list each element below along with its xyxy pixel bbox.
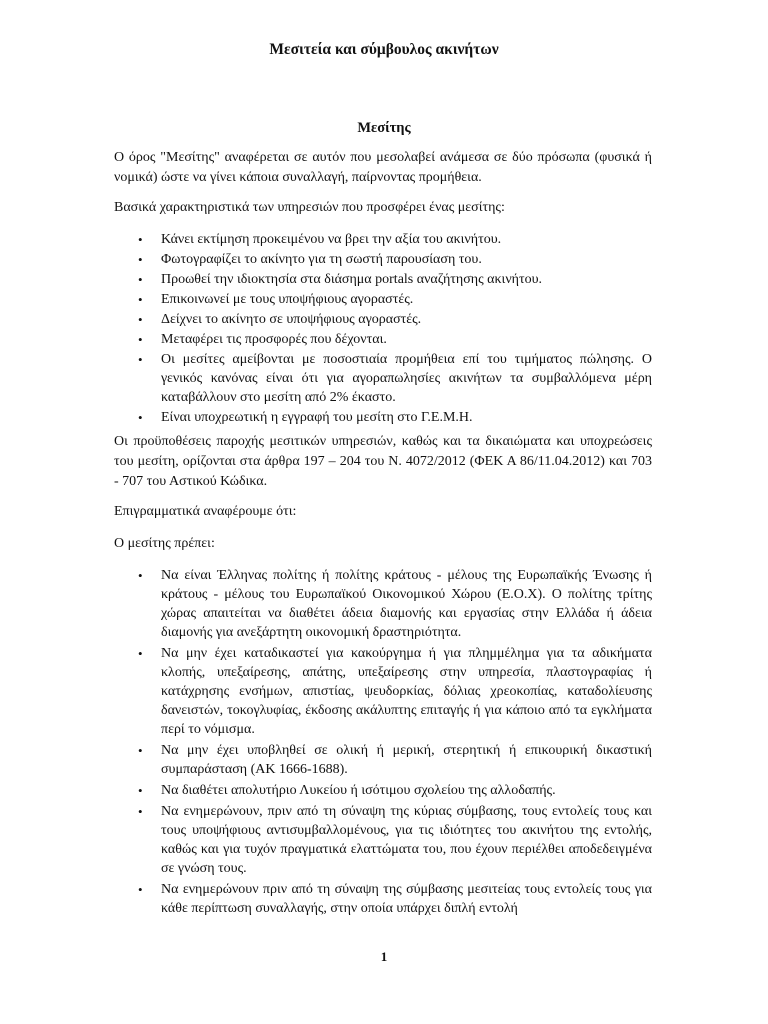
list-item: • Να ενημερώνουν, πριν από τη σύναψη της κύριας σύμβασης, τους εντολείς τους και τους υποψήφιους αντισυμβαλλομένους, για τις ιδιότητες του ακινήτου της εντολής, καθώς και για τυχόν πραγματικά ελαττώματα του, που έχουν περιέλθει αποδεδειγμένα σε γνώση τους.	[138, 804, 652, 876]
bullet-icon: •	[138, 332, 143, 347]
list-item: • Φωτογραφίζει το ακίνητο για τη σωστή παρουσίαση του.	[138, 252, 482, 267]
bullet-icon: •	[138, 568, 143, 583]
bullet-icon: •	[138, 804, 143, 819]
services-list	[114, 230, 652, 428]
document-title: Μεσιτεία και σύμβουλος ακινήτων	[269, 41, 499, 58]
bullet-icon: •	[138, 410, 143, 425]
requirements-intro-paragraph: Ο μεσίτης πρέπει:	[114, 536, 215, 551]
bullet-icon: •	[138, 352, 143, 367]
bullet-icon: •	[138, 252, 143, 267]
requirements-list	[114, 566, 652, 920]
bullet-icon: •	[138, 646, 143, 661]
bullet-icon: •	[138, 292, 143, 307]
bullet-icon: •	[138, 312, 143, 327]
list-item: • Κάνει εκτίμηση προκειμένου να βρει την αξία του ακινήτου.	[138, 232, 502, 247]
list-item: • Οι μεσίτες αμείβονται με ποσοστιαία προμήθεια επί του τιμήματος πώλησης. Ο γενικός κανόνας είναι ότι για αγοραπωλησίες ακινήτων τα συμβαλλόμενα μέρη καταβάλλουν στο μεσίτη από 2% έκαστο.	[138, 352, 652, 405]
services-intro-paragraph: Βασικά χαρακτηριστικά των υπηρεσιών που προσφέρει ένας μεσίτης:	[114, 200, 505, 215]
bullet-icon: •	[138, 272, 143, 287]
list-item: • Να μην έχει καταδικαστεί για κακούργημα ή για πλημμέλημα για τα αδικήματα κλοπής, υπεξαίρεσης, απάτης, υπεξαίρεσης στην υπηρεσία, πλαστογραφίας ή κατάχρησης ενσήμων, απιστίας, ψευδορκίας, δόλιας χρεοκοπίας, καταδολίευσης δανειστών, τοκογλυφίας, έκδοσης ακάλυπτης επιταγής ή για κάποιο από τα εγκλήματα περί το νόμισμα.	[138, 646, 652, 737]
list-item: • Δείχνει το ακίνητο σε υποψήφιους αγοραστές.	[138, 312, 422, 327]
bullet-icon: •	[138, 882, 143, 897]
list-item: • Να διαθέτει απολυτήριο Λυκείου ή ισότιμου σχολείου της αλλοδαπής.	[138, 783, 556, 798]
page-number: 1	[380, 949, 388, 964]
bullet-icon: •	[138, 232, 143, 247]
intro-paragraph: Ο όρος "Μεσίτης" αναφέρεται σε αυτόν που μεσολαβεί ανάμεσα σε δύο πρόσωπα (φυσικά ή νομικά) ώστε να γίνει κάποια συναλλαγή, παίρνοντας προμήθεια.	[114, 150, 652, 185]
list-item: • Να μην έχει υποβληθεί σε ολική ή μερική, στερητική ή επικουρική δικαστική συμπαράσταση (ΑΚ 1666-1688).	[138, 743, 652, 777]
list-item: • Να ενημερώνουν πριν από τη σύναψη της σύμβασης μεσιτείας τους εντολείς τους για κάθε περίπτωση συναλλαγής, στην οποία υπάρχει διπλή εντολή	[138, 882, 652, 916]
list-item: • Μεταφέρει τις προσφορές που δέχονται.	[138, 332, 387, 347]
bullet-icon: •	[138, 783, 143, 798]
list-item: • Προωθεί την ιδιοκτησία στα διάσημα portals αναζήτησης ακινήτου.	[138, 272, 543, 287]
list-item: • Είναι υποχρεωτική η εγγραφή του μεσίτη στο Γ.Ε.Μ.Η.	[138, 410, 473, 425]
summary-paragraph: Επιγραμματικά αναφέρουμε ότι:	[114, 504, 297, 519]
bullet-icon: •	[138, 743, 143, 758]
list-item: • Επικοινωνεί με τους υποψήφιους αγοραστές.	[138, 292, 414, 307]
section-heading: Μεσίτης	[357, 120, 411, 136]
list-item: • Να είναι Έλληνας πολίτης ή πολίτης κράτους - μέλους της Ευρωπαϊκής Ένωσης ή κράτους - μέλους του Ευρωπαϊκού Οικονομικού Χώρου (Ε.Ο.Χ). Ο πολίτης τρίτης χώρας απαιτείται να διαθέτει άδεια διαμονής και εργασίας στην Ελλάδα ή άδεια διαμονής για ανεξάρτητη οικονομική δραστηριότητα.	[138, 568, 652, 640]
legal-basis-paragraph: Οι προϋποθέσεις παροχής μεσιτικών υπηρεσιών, καθώς και τα δικαιώματα και υποχρεώσεις του μεσίτη, ορίζονται στα άρθρα 197 – 204 του Ν. 4072/2012 (ΦΕΚ Α 86/11.04.2012) και 703 - 707 του Αστικού Κώδικα.	[114, 434, 652, 489]
